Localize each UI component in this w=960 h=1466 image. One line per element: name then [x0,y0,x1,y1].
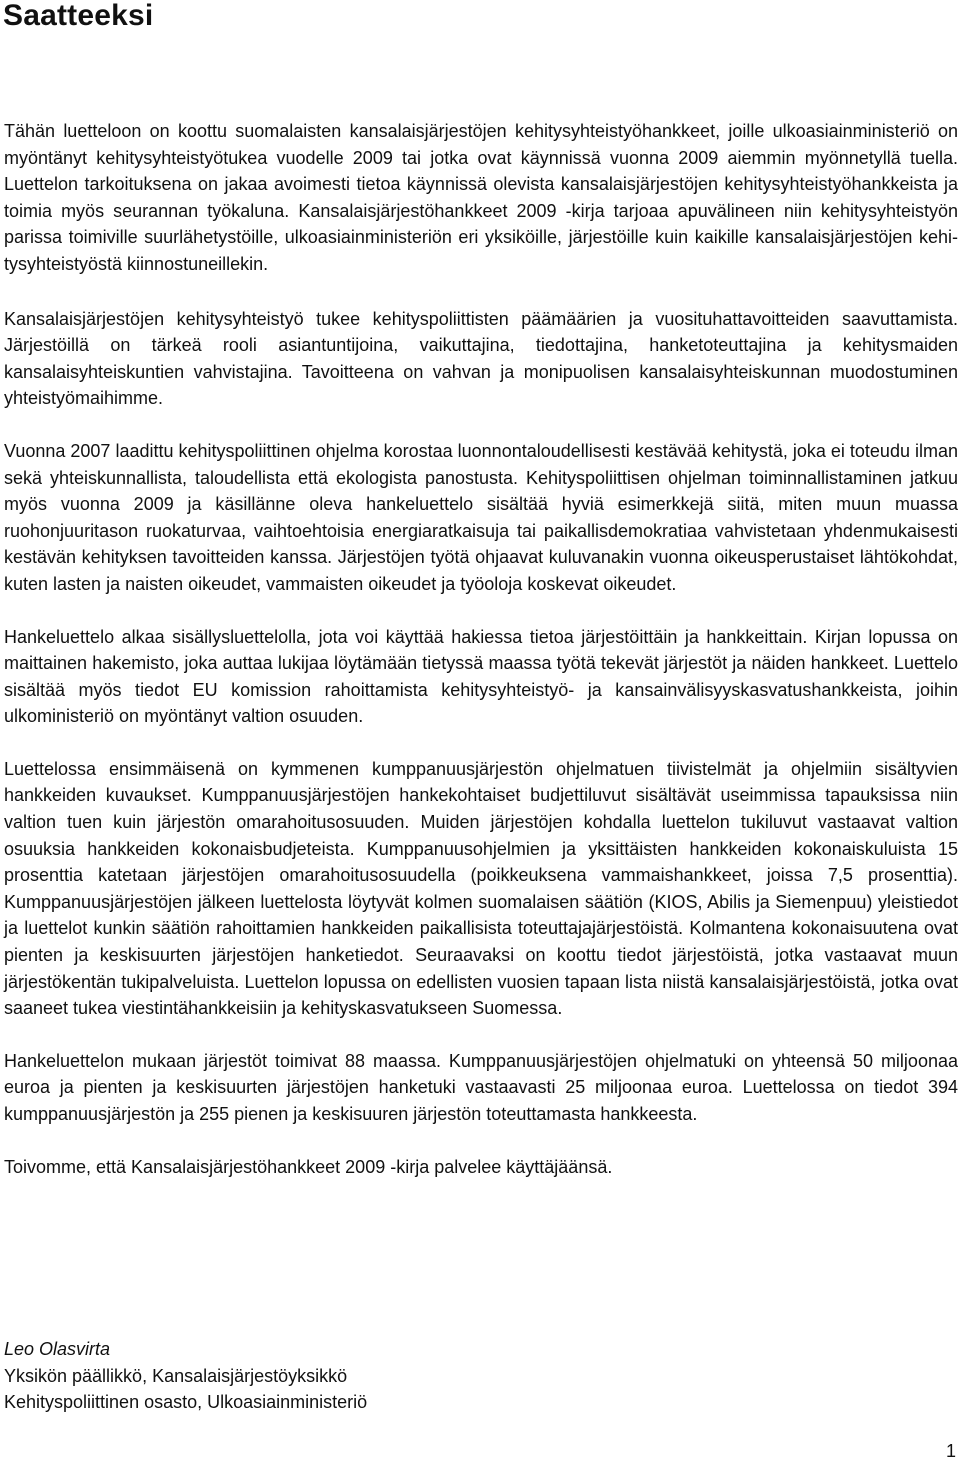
page-title: Saatteeksi [3,0,154,32]
paragraph-5: Luettelossa ensimmäisenä on kymmenen kumppanuusjärjestön ohjelmatuen tiivistelmät ja ohjelmiin sisältyvien hankkeiden kuvaukset. Kumppanuusjärjestöjen hankekohtaiset budjettiluvut sisältävät useimmissa tapauksissa niin valtion tuen kuin järjestön omarahoitusosuuden. Muiden järjestöjen kohdalla luettelon tukiluvut vastaavat valtion osuuksia hankkeiden kokonaisbudjeteista. Kumppanuusohjelmien ja yksittäisten hankkeiden kokonaiskuluista 15 prosenttia katetaan järjestöjen omarahoitusosuudella (poikkeuksena vammaishankkeet, joissa 7,5 prosenttia). Kumppanuusjärjestöjen jälkeen luettelosta löytyvät kolmen suomalaisen säätiön (KIOS, Abilis ja Siemenpuu) yleistiedot ja luettelot kunkin säätiön rahoittamien hankkeiden paikallisista toteuttajajärjestöistä. Kolmantena kokonaisuutena ovat pienten ja keskisuurten järjestöjen hanketiedot. Seuraavaksi on koottu tiedot järjestöistä, jotka vastaavat muun järjestökentän tukipalveluista. Luettelon lopussa on edellisten vuosien tapaan lista niistä kansalaisjärjestöistä, jotka ovat saaneet tukea viestintähankkeisiin ja kehityskasvatukseen Suomessa. [4,758,958,1019]
signature-role: Yksikön päällikkö, Kansalaisjärjestöyksikkö [4,1365,348,1386]
paragraph-6: Hankeluettelon mukaan järjestöt toimivat 88 maassa. Kumppanuusjärjestöjen ohjelmatuki on yhteensä 50 miljoonaa euroa ja pienten ja keskisuurten järjestöjen hanketuki vastaavasti 25 miljoonaa euroa. Luettelossa on tiedot 394 kumppanuusjärjestön ja 255 pienen ja keskisuuren järjestön toteuttamasta hankkeesta. [4,1050,958,1124]
paragraph-3: Vuonna 2007 laadittu kehityspoliittinen ohjelma korostaa luonnontaloudellisesti kestävää kehitystä, joka ei toteudu ilman sekä yhteiskunnallista, taloudellista että ekologista panostusta. Kehityspoliittisen ohjelman toiminnallistaminen jatkuu myös vuonna 2009 ja käsillänne oleva hankeluettelo sisältää hyviä esimerkkejä siitä, miten muun muassa ruohonjuuritason ruokaturvaa, vaihtoehtoisia energiaratkaisuja tai paikallisdemokratiaa vahvistetaan yhdenmukaisesti kestävän kehityksen tavoitteiden kanssa. Järjestöjen työtä ohjaavat kuluvanakin vuonna oikeusperustaiset lähtökohdat, kuten lasten ja naisten oikeudet, vammaisten oikeudet ja työoloja koskevat oikeudet. [4,440,958,594]
paragraph-7: Toivomme, että Kansalaisjärjestöhankkeet 2009 -kirja palvelee käyttäjäänsä. [4,1156,613,1177]
paragraph-2: Kansalaisjärjestöjen kehitysyhteistyö tukee kehityspoliittisten päämäärien ja vuosituhattavoitteiden saavuttamista. Järjestöillä on tärkeä rooli asiantuntijoina, vaikuttajina, tiedottajina, hanketoteuttajina ja kehitysmaiden kansalaisyhteiskuntien vahvistajina. Tavoitteena on vahvan ja monipuolisen kansalaisyhteiskunnan muodostuminen yhteistyömaihimme. [4,308,958,409]
signature-block [4,1336,367,1416]
paragraph-1: Tähän luetteloon on koottu suomalaisten kansalaisjärjestöjen kehitysyhteistyöhankkeet, joille ulkoasiainministeriö on myöntänyt kehitysyhteistyötukea vuodelle 2009 tai jotka ovat käynnissä vuonna 2009 aiemmin myönnetyllä tuella. Luettelon tarkoituksena on jakaa avoimesti tietoa käynnissä olevista kansalaisjärjestöjen kehitysyhteistyöhankkeista ja toimia myös seurannan työkaluna. Kansalaisjärjestöhankkeet 2009 -kirja tarjoaa apuvälineen niin kehitysyhteistyön parissa toimiville suurlähetystöille, ulkoasiainministeriön eri yksiköille, järjestöille kuin kaikille kansalaisjärjestöjen kehitysyhteistyöstä kiinnostuneillekin. [4,121,958,274]
page-number: 1 [945,1441,956,1461]
signature-name: Leo Olasvirta [4,1339,111,1359]
document-body [4,118,958,1206]
paragraph-4: Hankeluettelo alkaa sisällysluettelolla, jota voi käyttää hakiessa tietoa järjestöittäin ja hankkeittain. Kirjan lopussa on maittainen hakemisto, joka auttaa lukijaa löytämään tietyssä maassa työtä tekevät järjestöt ja näiden hankkeet. Luettelo sisältää myös tiedot EU komission rahoittamista kehitysyhteistyö- ja kansainvälisyyskasvatushankkeista, joihin ulkoministeriö on myöntänyt valtion osuuden. [4,626,958,727]
signature-department: Kehityspoliittinen osasto, Ulkoasiainministeriö [4,1392,368,1413]
